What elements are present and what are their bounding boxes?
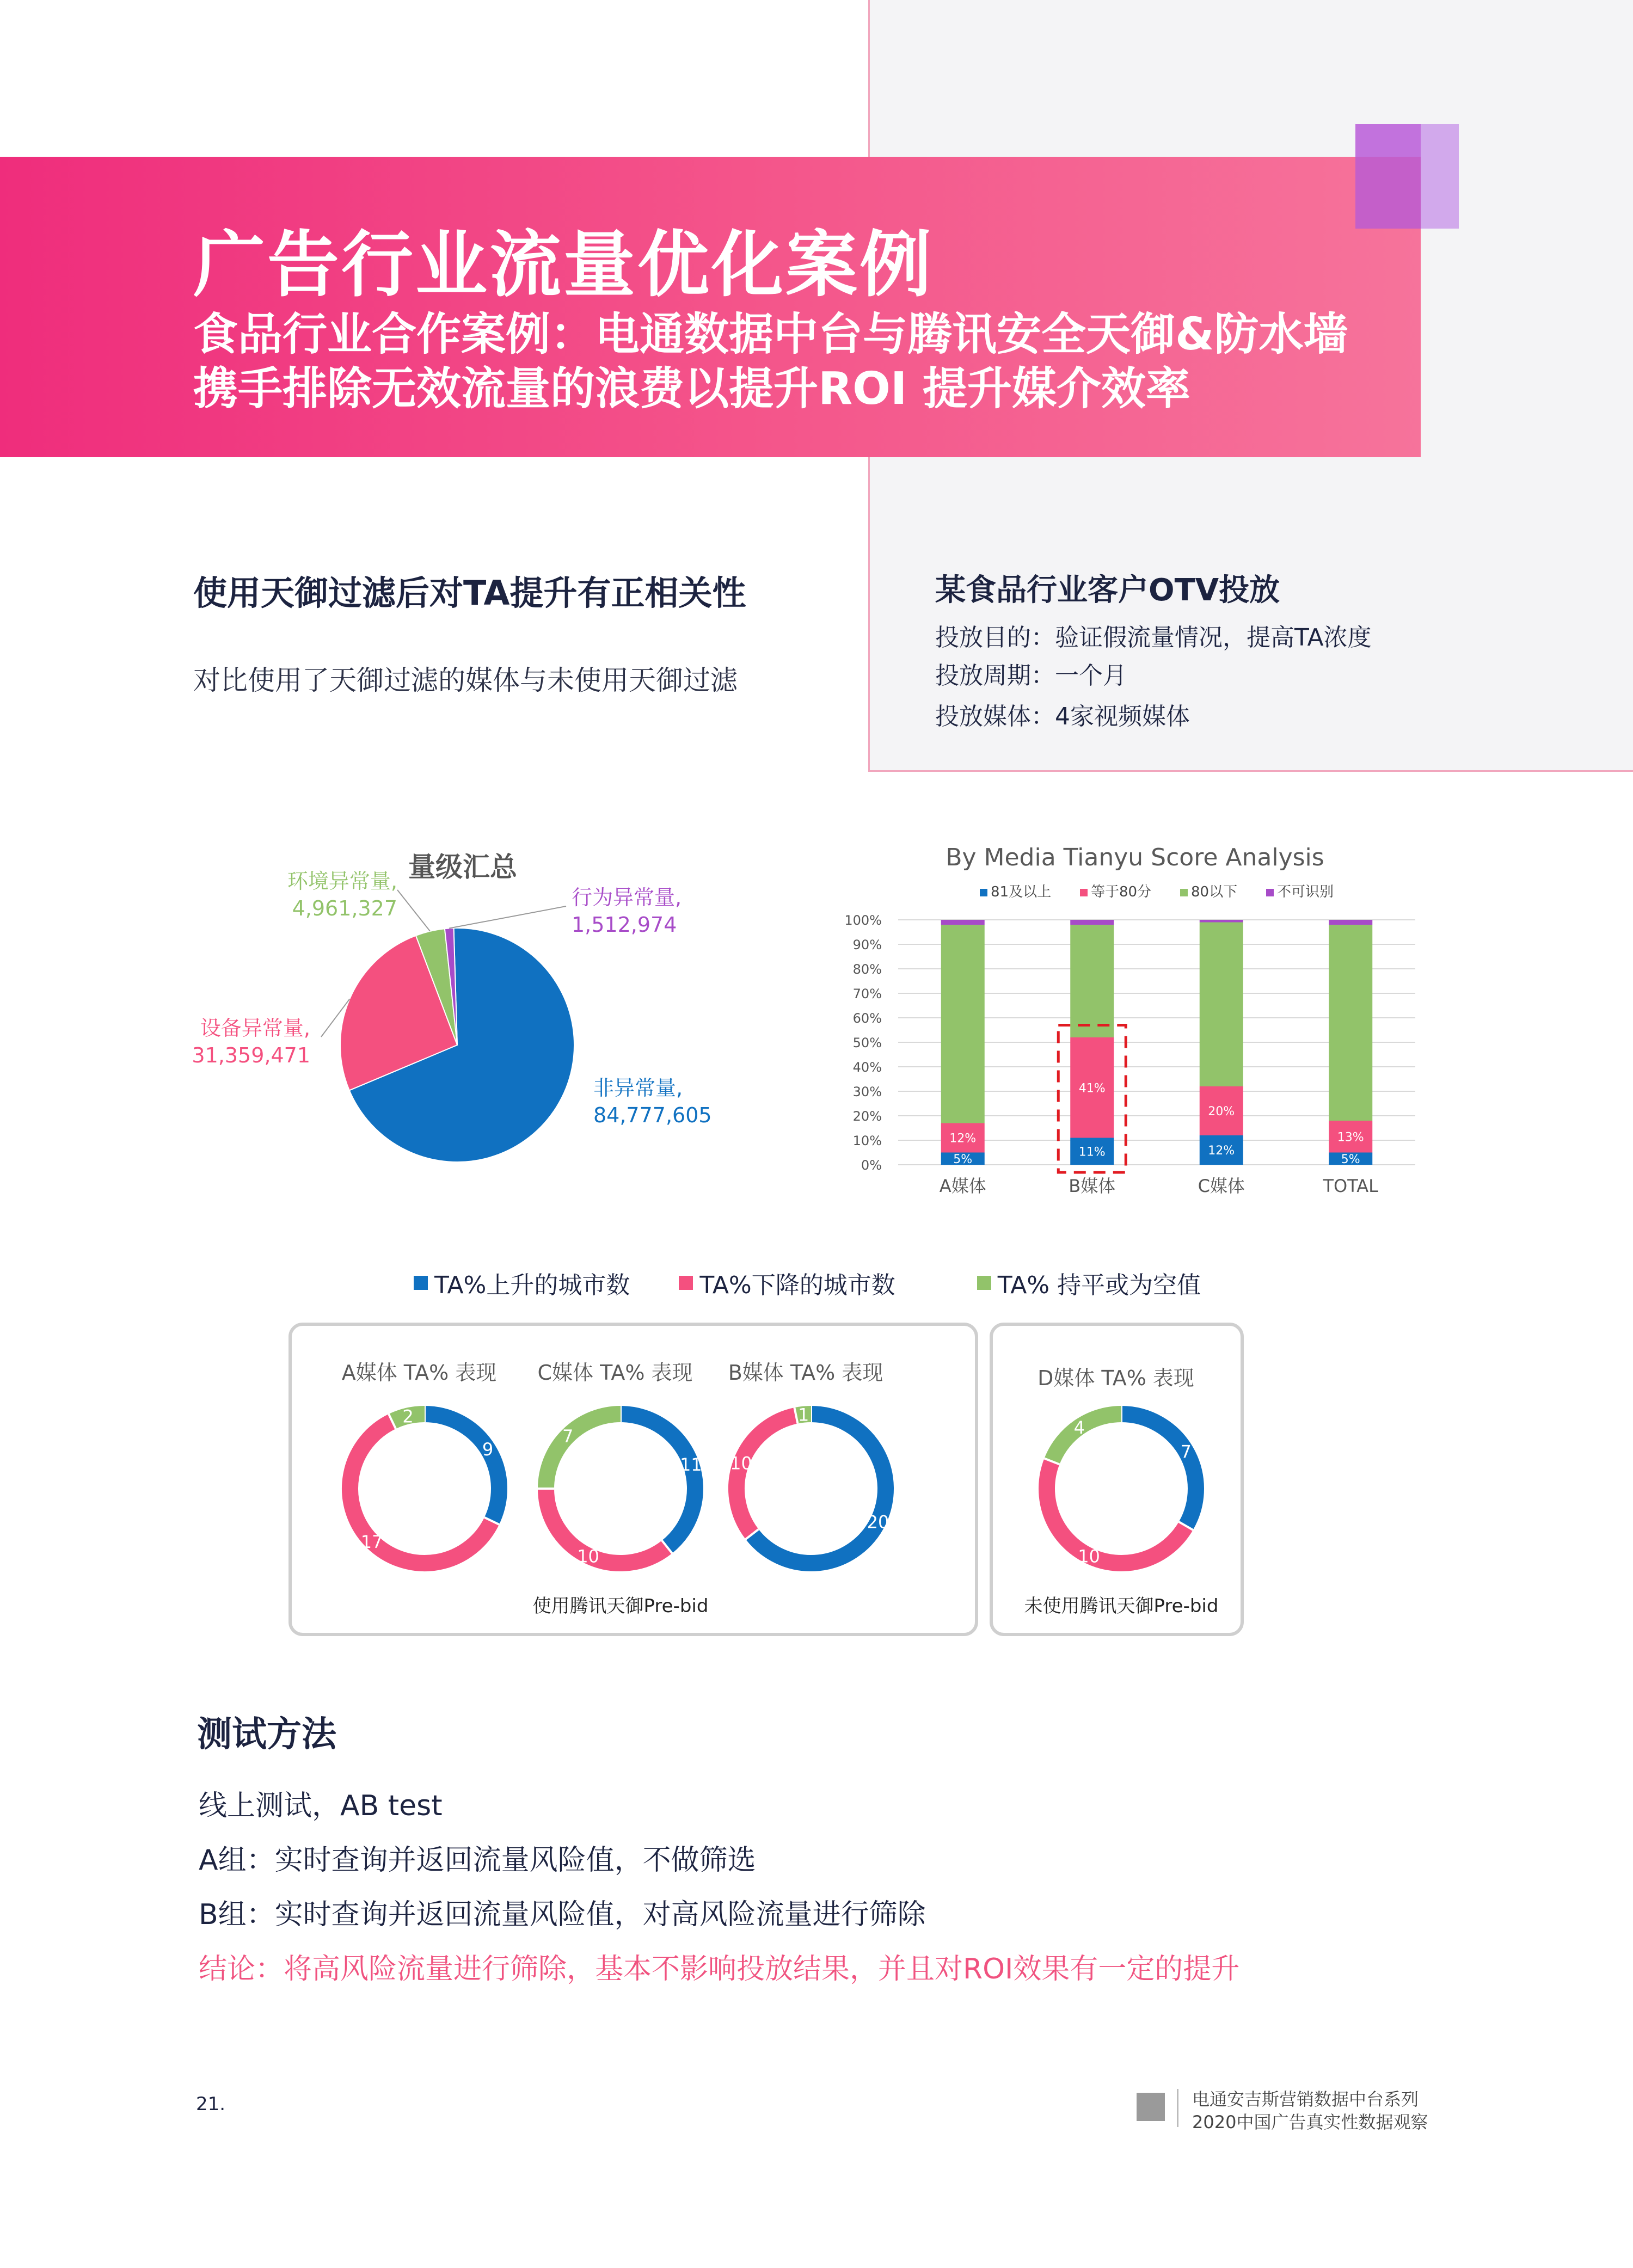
page-number: 21.	[196, 2093, 226, 2115]
stacked-bar-chart	[838, 838, 1437, 1208]
bar-legend-label: 81及以上	[991, 884, 1052, 900]
pie-label-name: 设备异常量,	[200, 1016, 310, 1040]
donut-arc	[736, 1416, 796, 1534]
method-line-1: 线上测试，AB test	[199, 1790, 443, 1822]
legend-label-down: TA%下降的城市数	[699, 1271, 895, 1299]
legend-label-up: TA%上升的城市数	[434, 1271, 630, 1299]
donut-arc	[546, 1489, 667, 1563]
bar-segment	[1200, 920, 1243, 923]
bar-x-label: C媒体	[1198, 1176, 1245, 1196]
info-line-media: 投放媒体：4家视频媒体	[935, 703, 1190, 730]
info-line-period: 投放周期：一个月	[935, 662, 1127, 690]
donut-title: C媒体 TA% 表现	[537, 1361, 693, 1385]
decorative-square-light	[1421, 124, 1459, 229]
donut-value-label: 20	[867, 1511, 889, 1533]
pie-chart	[180, 833, 778, 1181]
bar-chart-title: By Media Tianyu Score Analysis	[946, 844, 1324, 871]
bar-legend-label: 80以下	[1191, 884, 1238, 900]
bar-legend-label: 不可识别	[1277, 884, 1334, 900]
bar-x-label: A媒体	[939, 1176, 986, 1196]
donut-value-label: 7	[1180, 1441, 1192, 1462]
bar-data-label: 41%	[1078, 1081, 1106, 1096]
pie-leader-line	[449, 906, 566, 929]
bar-legend-swatch	[1266, 889, 1274, 896]
footer-line-1: 电通安吉斯营销数据中台系列	[1192, 2089, 1419, 2110]
donut-arc	[1121, 1414, 1196, 1526]
method-heading: 测试方法	[197, 1714, 336, 1755]
bar-data-label: 11%	[1078, 1145, 1106, 1159]
subtitle-line-1: 食品行业合作案例：电通数据中台与腾讯安全天御&防水墙	[193, 309, 1348, 360]
bar-y-tick: 30%	[852, 1084, 882, 1099]
left-section-description: 对比使用了天御过滤的媒体与未使用天御过滤	[193, 665, 738, 696]
bar-x-label: TOTAL	[1323, 1176, 1379, 1196]
pie-leader-line	[397, 890, 430, 931]
subtitle-line-2: 携手排除无效流量的浪费以提升ROI 提升媒介效率	[193, 363, 1190, 415]
bar-y-tick: 70%	[852, 986, 882, 1001]
donut-arc	[621, 1414, 695, 1547]
donut-arc	[425, 1414, 499, 1521]
bar-segment	[1070, 920, 1114, 925]
donut-caption-with-prebid: 使用腾讯天御Pre-bid	[532, 1595, 709, 1617]
bar-legend-label: 等于80分	[1091, 884, 1152, 900]
decorative-square-overlap	[1355, 157, 1421, 229]
pie-label-value: 31,359,471	[192, 1043, 310, 1067]
donut-value-label: 10	[1078, 1546, 1100, 1567]
bar-segment	[1200, 923, 1243, 1087]
pie-label-value: 84,777,605	[593, 1103, 712, 1127]
donut-arc	[546, 1414, 621, 1489]
bar-y-tick: 60%	[852, 1011, 882, 1026]
donut-arc	[1047, 1461, 1186, 1563]
bar-x-label: B媒体	[1069, 1176, 1116, 1196]
donut-value-label: 4	[1073, 1417, 1085, 1438]
donut-value-label: 9	[482, 1439, 494, 1460]
method-line-3: B组：实时查询并返回流量风险值，对高风险流量进行筛除	[199, 1898, 926, 1931]
bar-segment	[1070, 925, 1114, 1037]
bar-data-label: 12%	[1208, 1144, 1235, 1158]
method-conclusion: 结论：将高风险流量进行筛除，基本不影响投放结果，并且对ROI效果有一定的提升	[199, 1953, 1240, 1986]
donut-value-label: 2	[402, 1406, 414, 1427]
bar-y-tick: 20%	[852, 1109, 882, 1124]
pie-label-name: 行为异常量,	[572, 886, 682, 909]
bar-legend-swatch	[1180, 889, 1188, 896]
legend-swatch-flat	[977, 1276, 991, 1290]
bar-y-tick: 100%	[844, 913, 882, 928]
pie-label-name: 非异常量,	[593, 1076, 683, 1100]
pie-label-value: 1,512,974	[572, 913, 677, 937]
page-subtitle	[193, 308, 1391, 416]
donut-caption-without-prebid: 未使用腾讯天御Pre-bid	[1024, 1595, 1219, 1617]
footer-series	[1192, 2088, 1428, 2134]
bar-y-tick: 0%	[861, 1158, 882, 1173]
legend-label-flat: TA% 持平或为空值	[997, 1271, 1201, 1299]
brand-logo	[1137, 2093, 1165, 2121]
bar-y-tick: 80%	[852, 962, 882, 977]
bar-segment	[941, 920, 985, 925]
legend-swatch-down	[679, 1276, 693, 1290]
donut-title: A媒体 TA% 表现	[341, 1361, 497, 1385]
info-line-purpose: 投放目的：验证假流量情况，提高TA浓度	[935, 624, 1372, 651]
bar-legend-swatch	[1080, 889, 1088, 896]
donut-value-label: 11	[679, 1454, 702, 1475]
pie-label-name: 环境异常量,	[287, 869, 397, 893]
bar-y-tick: 50%	[852, 1035, 882, 1050]
bar-segment	[941, 925, 985, 1123]
donut-value-label: 10	[577, 1546, 599, 1567]
bar-segment	[1329, 920, 1372, 925]
footer-line-2: 2020中国广告真实性数据观察	[1192, 2112, 1428, 2132]
donut-arc	[1052, 1414, 1121, 1461]
donut-value-label: 10	[730, 1453, 752, 1474]
footer-divider	[1177, 2089, 1178, 2127]
donut-value-label: 17	[360, 1531, 383, 1552]
right-section-heading: 某食品行业客户OTV投放	[935, 573, 1280, 608]
bar-data-label: 13%	[1337, 1130, 1364, 1145]
bar-data-label: 5%	[953, 1152, 973, 1166]
donut-arc	[752, 1414, 886, 1563]
bar-y-tick: 90%	[852, 937, 882, 952]
donut-title: B媒体 TA% 表现	[728, 1361, 883, 1385]
bar-data-label: 12%	[949, 1132, 977, 1146]
bar-segment	[1329, 925, 1372, 1121]
donut-value-label: 7	[562, 1426, 574, 1447]
donut-legend	[414, 1265, 1201, 1300]
donut-charts	[288, 1323, 1247, 1638]
pie-title: 量级汇总	[408, 851, 517, 883]
pie-label-value: 4,961,327	[292, 896, 397, 920]
bar-legend-swatch	[980, 889, 987, 896]
bar-y-tick: 40%	[852, 1060, 882, 1075]
method-line-2: A组：实时查询并返回流量风险值，不做筛选	[199, 1844, 756, 1877]
bar-data-label: 20%	[1208, 1105, 1235, 1118]
donut-value-label: 1	[797, 1404, 809, 1425]
page-title: 广告行业流量优化案例	[193, 223, 934, 307]
bar-data-label: 5%	[1341, 1152, 1360, 1166]
left-section-heading: 使用天御过滤后对TA提升有正相关性	[193, 573, 746, 613]
legend-swatch-up	[414, 1276, 428, 1290]
donut-title: D媒体 TA% 表现	[1037, 1366, 1194, 1390]
bar-y-tick: 10%	[852, 1133, 882, 1148]
